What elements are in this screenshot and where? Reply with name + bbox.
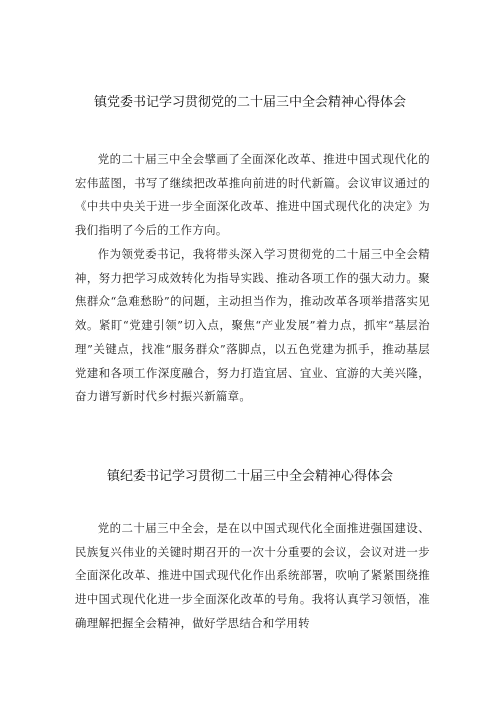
article-title-2: 镇纪委书记学习贯彻二十届三中全会精神心得体会 [106,469,393,484]
article2-paragraph-1: 党的二十届三中全会，是在以中国式现代化全面推进强国建设、民族复兴伟业的关键时期召开的一次十分重要的会议，会议对进一步全面深化改革、推进中国式现代化作出系统部署，吹响了紧紧围绕推进中国式现代化进一步全面深化改革的号角。我将认真学习领悟，准确理解把握全会精神，做好学思结合和学用转 [75,521,430,630]
article1-paragraph-1: 党的二十届三中全会擘画了全面深化改革、推进中国式现代化的宏伟蓝图，书写了继续把改革推向前进的时代新篇。会议审议通过的《中共中央关于进一步全面深化改革、推进中国式现代化的决定》为我们指明了今后的工作方向。 [75,152,430,238]
article-title-1: 镇党委书记学习贯彻党的二十届三中全会精神心得体会 [93,95,406,110]
article1-paragraph-2: 作为领党委书记，我将带头深入学习贯彻党的二十届三中全会精神，努力把学习成效转化为指导实践、推动各项工作的强大动力。聚焦群众“急难愁盼”的问题，主动担当作为，推动改革各项举措落实见效。紧盯“党建引领”切入点，聚焦“产业发展”着力点，抓牢“基层治理”关键点，找准“服务群众”落脚点，以五色党建为抓手，推动基层党建和各项工作深度融合，努力打造宜居、宜业、宜游的大美兴隆，奋力谱写新时代乡村振兴新篇章。 [75,247,430,404]
